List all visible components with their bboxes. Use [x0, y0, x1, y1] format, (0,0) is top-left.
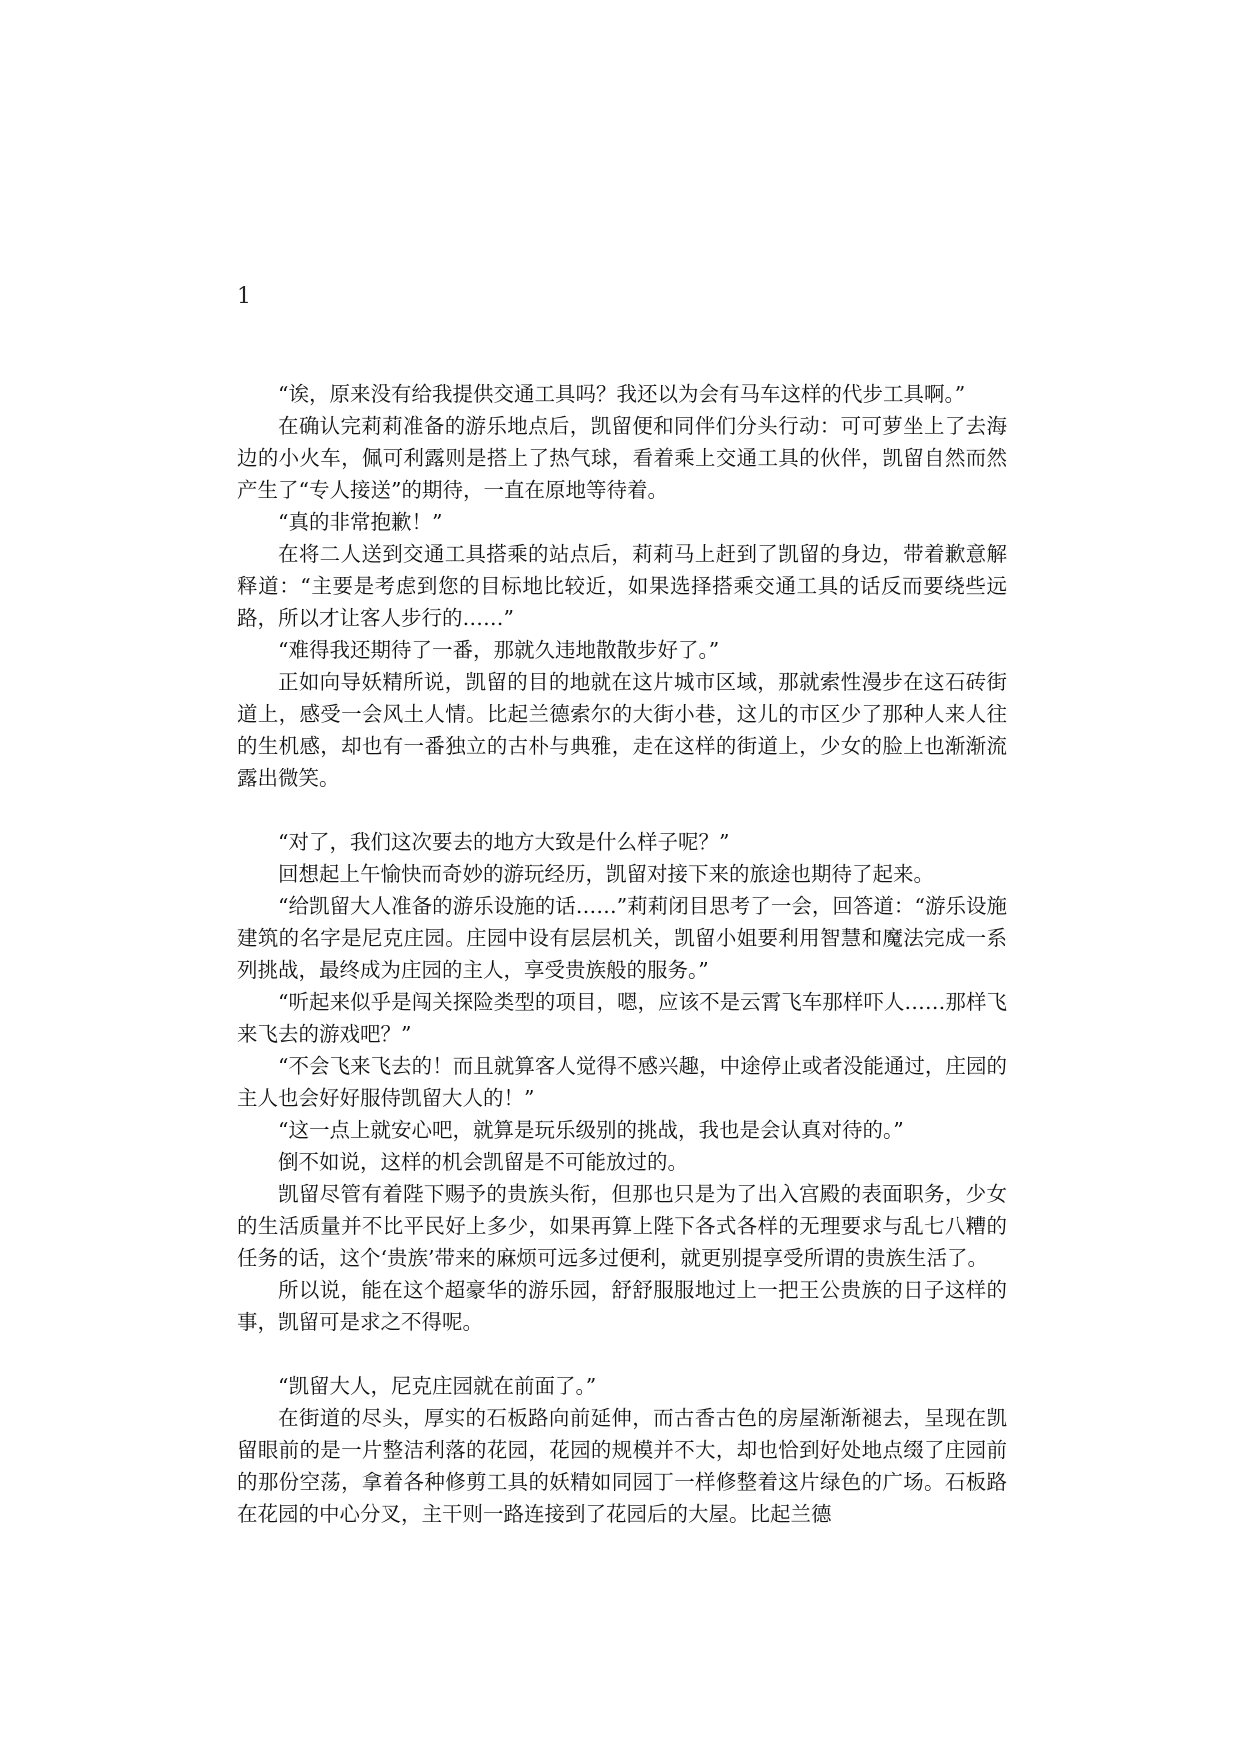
paragraph: 回想起上午愉快而奇妙的游玩经历，凯留对接下来的旅途也期待了起来。 [278, 862, 934, 886]
paragraph: 在确认完莉莉准备的游乐地点后，凯留便和同伴们分头行动：可可萝坐上了去海边的小火车，佩可利露则是搭上了热气球，看着乘上交通工具的伙伴，凯留自然而然产生了“专人接送”的期待，一直在原地等待着。 [237, 414, 1007, 502]
paragraph: “听起来似乎是闯关探险类型的项目，嗯，应该不是云霄飞车那样吓人……那样飞来飞去的游戏吧？” [237, 990, 1007, 1046]
paragraph: 凯留尽管有着陛下赐予的贵族头衔，但那也只是为了出入宫殿的表面职务，少女的生活质量并不比平民好上多少，如果再算上陛下各式各样的无理要求与乱七八糟的任务的话，这个‘贵族’带来的麻烦可远多过便利，就更别提享受所谓的贵族生活了。 [237, 1182, 1007, 1270]
paragraph: 所以说，能在这个超豪华的游乐园，舒舒服服地过上一把王公贵族的日子这样的事，凯留可是求之不得呢。 [237, 1278, 1007, 1334]
paragraph: 倒不如说，这样的机会凯留是不可能放过的。 [278, 1150, 688, 1174]
paragraph: “诶，原来没有给我提供交通工具吗？我还以为会有马车这样的代步工具啊。” [278, 382, 966, 406]
section-break [237, 1338, 1007, 1370]
paragraph: 正如向导妖精所说，凯留的目的地就在这片城市区域，那就索性漫步在这石砖街道上，感受一会风土人情。比起兰德索尔的大街小巷，这儿的市区少了那种人来人往的生机感，却也有一番独立的古朴与典雅，走在这样的街道上，少女的脸上也渐渐流露出微笑。 [237, 670, 1007, 790]
page-number: 1 [237, 284, 251, 309]
paragraph: “给凯留大人准备的游乐设施的话……”莉莉闭目思考了一会，回答道：“游乐设施建筑的名字是尼克庄园。庄园中设有层层机关，凯留小姐要利用智慧和魔法完成一系列挑战，最终成为庄园的主人，享受贵族般的服务。” [237, 894, 1007, 982]
paragraph: 在将二人送到交通工具搭乘的站点后，莉莉马上赶到了凯留的身边，带着歉意解释道：“主要是考虑到您的目标地比较近，如果选择搭乘交通工具的话反而要绕些远路，所以才让客人步行的……” [237, 542, 1007, 630]
body-text [237, 378, 1007, 1530]
paragraph: “凯留大人，尼克庄园就在前面了。” [278, 1374, 597, 1398]
paragraph: “对了，我们这次要去的地方大致是什么样子呢？” [278, 830, 730, 854]
section-break [237, 794, 1007, 826]
paragraph: 在街道的尽头，厚实的石板路向前延伸，而古香古色的房屋渐渐褪去，呈现在凯留眼前的是一片整洁利落的花园，花园的规模并不大，却也恰到好处地点缀了庄园前的那份空荡，拿着各种修剪工具的妖精如同园丁一样修整着这片绿色的广场。石板路在花园的中心分叉，主干则一路连接到了花园后的大屋。比起兰德 [237, 1406, 1007, 1526]
paragraph: “不会飞来飞去的！而且就算客人觉得不感兴趣，中途停止或者没能通过，庄园的主人也会好好服侍凯留大人的！” [237, 1054, 1007, 1110]
paragraph: “难得我还期待了一番，那就久违地散散步好了。” [278, 638, 720, 662]
paragraph: “真的非常抱歉！” [278, 510, 443, 534]
paragraph: “这一点上就安心吧，就算是玩乐级别的挑战，我也是会认真对待的。” [278, 1118, 904, 1142]
